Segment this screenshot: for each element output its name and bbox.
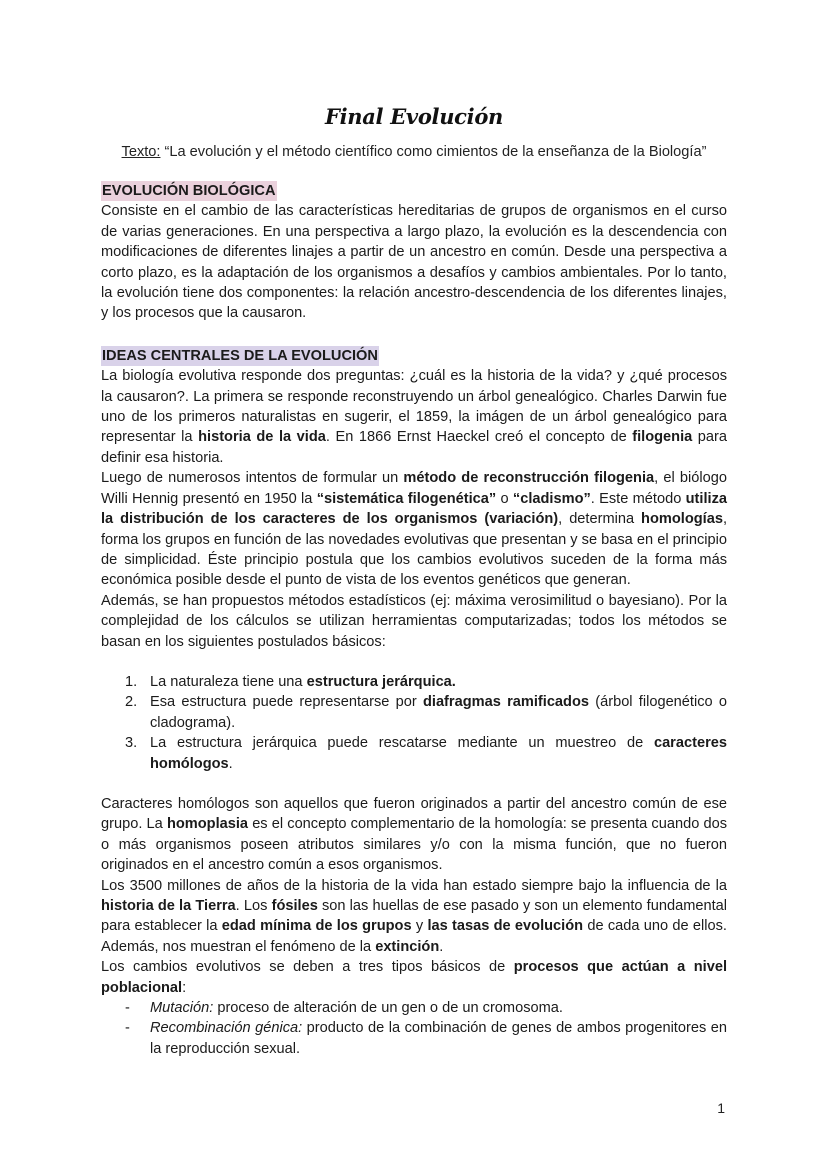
- document-body: [101, 181, 727, 1059]
- page-number: 1: [717, 1100, 725, 1116]
- paragraph: Los cambios evolutivos se deben a tres tipos básicos de procesos que actúan a nivel poblacional:: [101, 959, 727, 996]
- paragraph: Los 3500 millones de años de la historia de la vida han estado siempre bajo la influencia de la historia de la Tierra. Los fósiles son las huellas de ese pasado y son un elemento fundamental para establecer la edad mínima de los grupos y las tasas de evolución de cada uno de ellos. Además, nos muestran el fenómeno de la extinción.: [101, 877, 727, 955]
- bold-term: “cladismo”: [512, 490, 591, 507]
- paragraph: La biología evolutiva responde dos preguntas: ¿cuál es la historia de la vida? y ¿qué procesos la causaron?. La primera se responde reconstruyendo un árbol genealógico. Charles Darwin fue uno de los primeros naturalistas en sugerir, el 1859, la imágen de un árbol genealógico para representar la historia de la vida. En 1866 Ernst Haeckel creó el concepto de filogenia para definir esa historia.: [101, 368, 728, 466]
- section-ideas-centrales: [101, 346, 727, 1059]
- bold-term: historia de la Tierra: [101, 898, 236, 914]
- bold-term: historia de la vida: [198, 429, 326, 446]
- bold-term: filogenia: [632, 429, 693, 446]
- list-item: - Mutación: proceso de alteración de un gen o de un cromosoma.: [125, 1000, 563, 1017]
- bold-term: edad mínima de los grupos: [221, 918, 412, 935]
- bold-term: utiliza la distribución de los caracteres de los organismos (variación): [101, 490, 727, 528]
- list-item: 2. Esa estructura puede representarse por diafragmas ramificados (árbol filogenético o cladograma).: [125, 694, 727, 731]
- section-evolucion-biologica: [101, 181, 727, 324]
- paragraph: Además, se han propuestos métodos estadísticos (ej: máxima verosimilitud o bayesiano). Por la complejidad de los cálculos se utilizan herramientas computarizadas; todos los métodos se basan en los siguientes postulados básicos:: [101, 592, 727, 650]
- list-item: 3. La estructura jerárquica puede rescatarse mediante un muestreo de caracteres homólogos.: [125, 735, 727, 772]
- bold-term: homoplasia: [166, 816, 249, 833]
- subtitle-label: Texto:: [121, 144, 161, 160]
- section-heading: EVOLUCIÓN BIOLÓGICA: [102, 183, 276, 199]
- paragraph: Consiste en el cambio de las características hereditarias de grupos de organismos en el curso de varias generaciones. En una perspectiva a largo plazo, la evolución es la descendencia con modificaciones de diferentes linajes a partir de un ancestro en común. Desde una perspectiva a corto plazo, es la adaptación de los organismos a desafíos y cambios ambientales. Por lo tanto, la evolución tiene dos componentes: la relación ancestro-descendencia de los diferentes linajes, y los procesos que la causaron.: [101, 203, 727, 322]
- postulates-list: [101, 672, 727, 774]
- list-item: 1. La naturaleza tiene una estructura jerárquica.: [125, 673, 456, 690]
- bold-term: fósiles: [271, 898, 318, 914]
- bold-term: método de reconstrucción filogenia: [403, 470, 655, 487]
- bold-term: homologías: [641, 511, 723, 528]
- paragraph: Caracteres homólogos son aquellos que fueron originados a partir del ancestro común de ese grupo. La homoplasia es el concepto complementario de la homología: se presenta cuando dos o más organismos poseen atributos similares y/o con la misma función, que no fueron originados en el ancestro común a esos organismos.: [101, 795, 727, 874]
- document-subtitle: [0, 144, 828, 160]
- document-title: Final Evolución: [324, 104, 504, 129]
- bold-term: extinción: [375, 938, 440, 955]
- processes-list: [101, 998, 727, 1059]
- paragraph: Luego de numerosos intentos de formular un método de reconstrucción filogenia, el biólogo Willi Hennig presentó en 1950 la “sistemática filogenética” o “cladismo”. Este método utiliza la distribución de los caracteres de los organismos (variación), determina homologías, forma los grupos en función de las novedades evolutivas que presentan y se basa en el principio de simplicidad. Éste principio postula que los cambios evolutivos suceden de la forma más económica posible desde el punto de vista de los eventos genéticos que generan.: [101, 470, 727, 589]
- bold-term: las tasas de evolución: [427, 918, 584, 935]
- section-heading: IDEAS CENTRALES DE LA EVOLUCIÓN: [102, 347, 378, 364]
- list-item: - Recombinación génica: producto de la combinación de genes de ambos progenitores en la reproducción sexual.: [125, 1020, 728, 1057]
- bold-term: procesos que actúan a nivel poblacional: [101, 959, 727, 996]
- subtitle-text: “La evolución y el método científico como cimientos de la enseñanza de la Biología”: [160, 144, 707, 160]
- bold-term: “sistemática filogenética”: [316, 490, 497, 507]
